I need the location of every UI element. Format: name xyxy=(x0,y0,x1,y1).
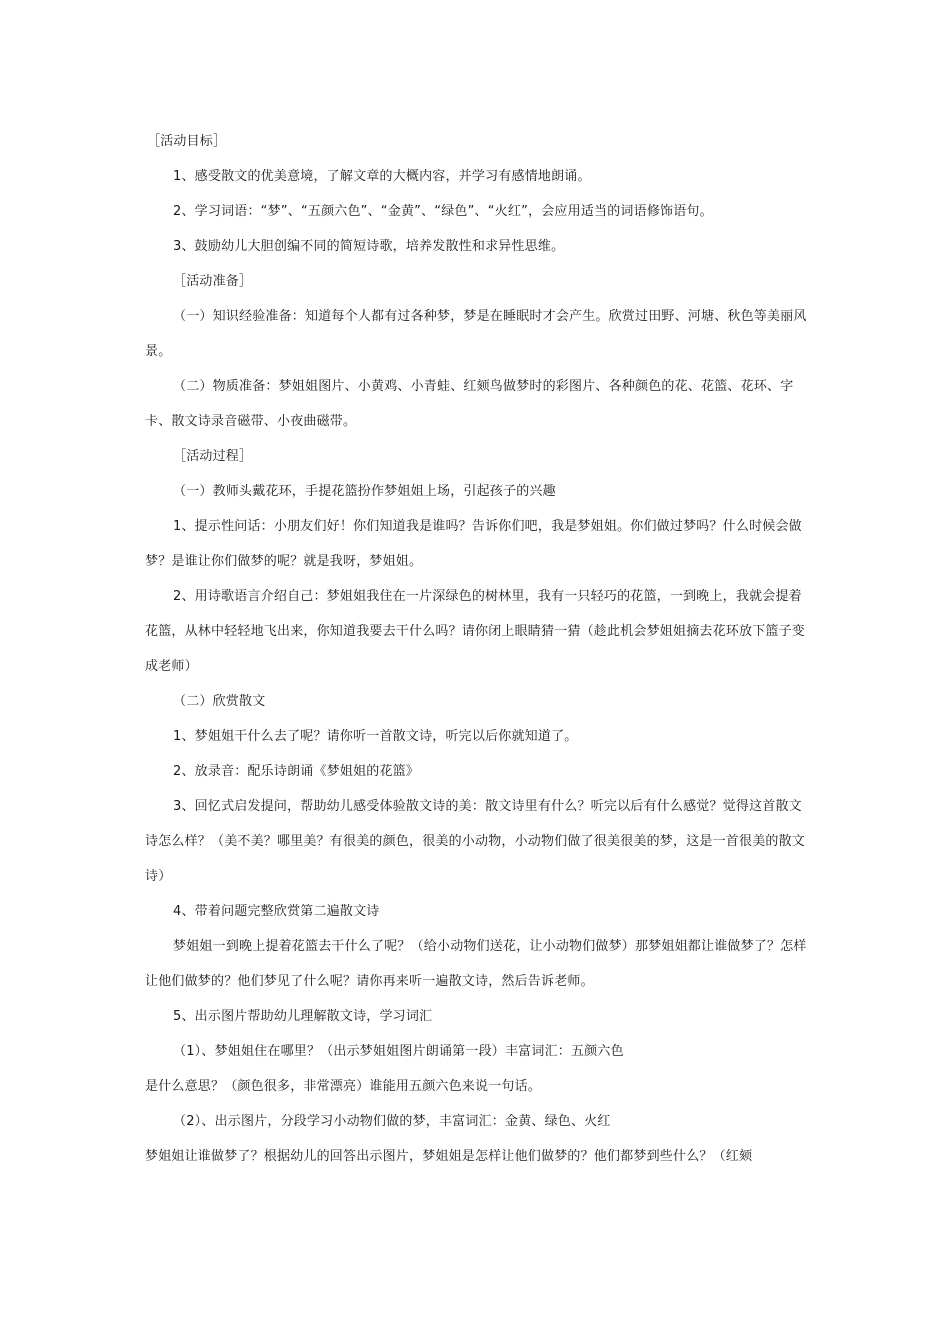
appreciation-step-4: 4、带着问题完整欣赏第二遍散文诗 xyxy=(173,904,380,919)
appreciation-step-3: 3、回忆式启发提问，帮助幼儿感受体验散文诗的美：散文诗里有什么？听完以后有什么感觉？觉得这首散文诗怎么样？（美不美？哪里美？有很美的颜色，很美的小动物，小动物们做了很美很美的梦，这是一首很美的散文诗） xyxy=(145,799,806,884)
appreciation-step-5: 5、出示图片帮助幼儿理解散文诗，学习词汇 xyxy=(173,1009,433,1024)
step-5-sub-2-continued: 梦姐姐让谁做梦了？根据幼儿的回答出示图片，梦姐姐是怎样让他们做梦的？他们都梦到些什么？（红颏 xyxy=(145,1149,753,1164)
appreciation-step-2: 2、放录音：配乐诗朗诵《梦姐姐的花篮》 xyxy=(173,764,420,779)
heading-activity-preparation: ［活动准备］ xyxy=(173,274,253,289)
heading-activity-goals: ［活动目标］ xyxy=(147,134,227,149)
preparation-knowledge: （一）知识经验准备：知道每个人都有过各种梦，梦是在睡眠时才会产生。欣赏过田野、河塘、秋色等美丽风景。 xyxy=(145,309,807,359)
process-step-2: 2、用诗歌语言介绍自己：梦姐姐我住在一片深绿色的树林里，我有一只轻巧的花篮，一到晚上，我就会提着花篮，从林中轻轻地飞出来，你知道我要去干什么吗？请你闭上眼睛猜一猜（趁此机会梦姐姐摘去花环放下篮子变成老师） xyxy=(145,589,806,674)
process-step-1: 1、提示性问话：小朋友们好！你们知道我是谁吗？告诉你们吧，我是梦姐姐。你们做过梦吗？什么时候会做梦？是谁让你们做梦的呢？就是我呀，梦姐姐。 xyxy=(145,519,802,569)
document-body xyxy=(145,124,807,1174)
goal-item-1: 1、感受散文的优美意境，了解文章的大概内容，并学习有感情地朗诵。 xyxy=(173,169,591,184)
process-section-2-title: （二）欣赏散文 xyxy=(173,694,266,709)
step-5-sub-1: （1）、梦姐姐住在哪里？（出示梦姐姐图片朗诵第一段）丰富词汇：五颜六色 xyxy=(173,1044,624,1059)
appreciation-step-4-detail: 梦姐姐一到晚上提着花篮去干什么了呢？（给小动物们送花，让小动物们做梦）那梦姐姐都让谁做梦了？怎样让他们做梦的？他们梦见了什么呢？请你再来听一遍散文诗，然后告诉老师。 xyxy=(145,939,807,989)
process-section-1-title: （一）教师头戴花环，手提花篮扮作梦姐姐上场，引起孩子的兴趣 xyxy=(173,484,556,499)
preparation-materials: （二）物质准备：梦姐姐图片、小黄鸡、小青蛙、红颏鸟做梦时的彩图片、各种颜色的花、花篮、花环、字卡、散文诗录音磁带、小夜曲磁带。 xyxy=(145,379,794,429)
goal-item-2: 2、学习词语：“梦”、“五颜六色”、“金黄”、“绿色”、“火红”，会应用适当的词语修饰语句。 xyxy=(173,204,713,219)
step-5-sub-1-continued: 是什么意思？（颜色很多，非常漂亮）谁能用五颜六色来说一句话。 xyxy=(145,1079,542,1094)
step-5-sub-2: （2）、出示图片，分段学习小动物们做的梦，丰富词汇：金黄、绿色、火红 xyxy=(173,1114,611,1129)
heading-activity-process: ［活动过程］ xyxy=(173,449,253,464)
goal-item-3: 3、鼓励幼儿大胆创编不同的简短诗歌，培养发散性和求异性思维。 xyxy=(173,239,565,254)
appreciation-step-1: 1、梦姐姐干什么去了呢？请你听一首散文诗，听完以后你就知道了。 xyxy=(173,729,578,744)
